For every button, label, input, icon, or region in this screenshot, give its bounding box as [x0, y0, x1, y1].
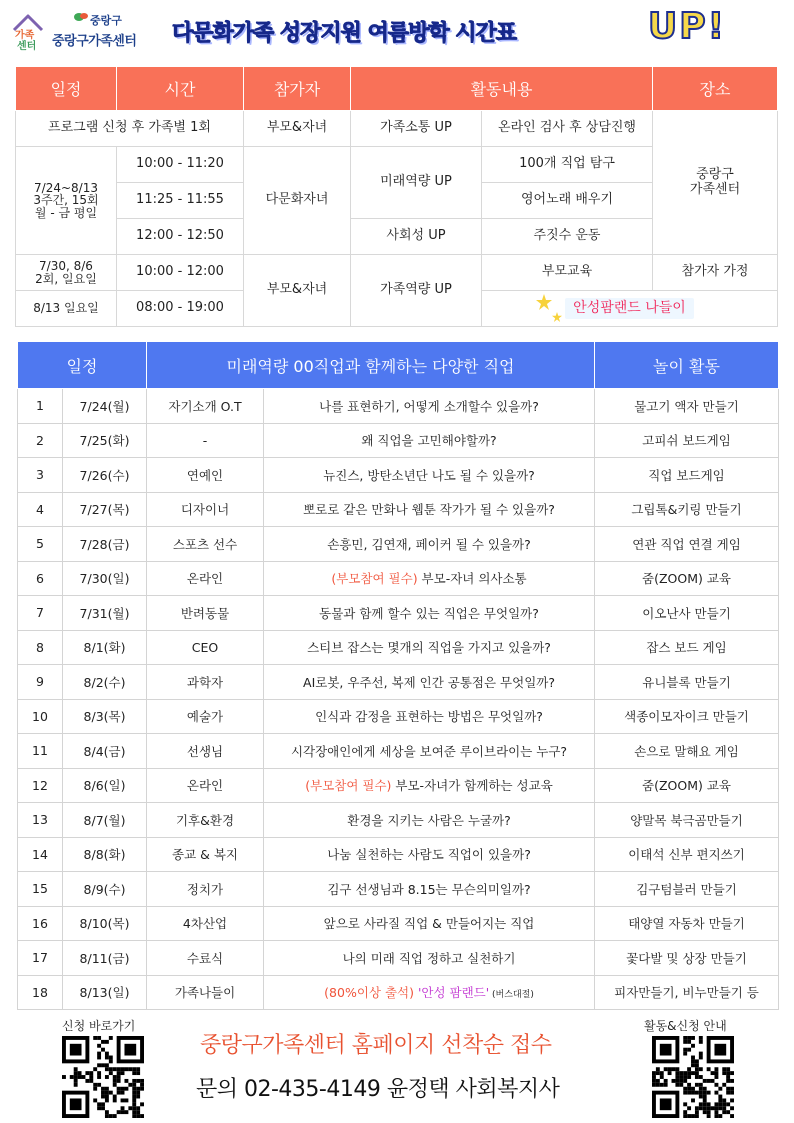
row-date: 8/2(수) — [63, 665, 147, 700]
page-header — [0, 0, 794, 64]
table-row — [18, 596, 779, 631]
topic-text: 나눔 실천하는 사람도 직업이 있을까? — [327, 847, 531, 863]
schedule-header-row — [16, 67, 778, 111]
row-number: 17 — [18, 941, 63, 976]
row-date: 7/30(일) — [63, 561, 147, 596]
row-number: 15 — [18, 872, 63, 907]
schedule-table — [15, 66, 778, 327]
topic-text: 김구 선생님과 8.15는 무슨의미일까? — [327, 881, 531, 897]
table-row — [18, 561, 779, 596]
row-number: 3 — [18, 458, 63, 493]
row-play: 직업 보드게임 — [595, 458, 779, 493]
up-badge: UP! — [648, 6, 727, 47]
row-number: 12 — [18, 768, 63, 803]
header-participants: 참가자 — [244, 67, 351, 111]
row-job: 기후&환경 — [147, 803, 264, 838]
row-topic — [264, 492, 595, 527]
row-job: 자기소개 O.T — [147, 389, 264, 424]
header-place: 장소 — [653, 67, 778, 111]
row-number: 7 — [18, 596, 63, 631]
topic-note: (부모참여 필수) — [331, 571, 418, 587]
table-row — [18, 389, 779, 424]
schedule-participants: 다문화자녀 — [244, 147, 351, 255]
row-date: 8/8(화) — [63, 837, 147, 872]
row-number: 13 — [18, 803, 63, 838]
topic-text: 왜 직업을 고민해야할까? — [361, 433, 497, 449]
row-job: 가족나들이 — [147, 975, 264, 1010]
row-job: 정치가 — [147, 872, 264, 907]
schedule-activity: 영어노래 배우기 — [482, 183, 653, 219]
row-date: 8/6(일) — [63, 768, 147, 803]
topic-text: 앞으로 사라질 직업 & 만들어지는 직업 — [323, 916, 535, 932]
schedule-category: 가족소통 UP — [351, 111, 482, 147]
program-header-row — [18, 342, 779, 389]
topic-text: 환경을 지키는 사람은 누굴까? — [347, 812, 511, 828]
schedule-place: 참가자 가정 — [653, 255, 778, 291]
table-row — [18, 803, 779, 838]
row-job: 디자이너 — [147, 492, 264, 527]
row-number: 2 — [18, 423, 63, 458]
row-play: 이태석 신부 편지쓰기 — [595, 837, 779, 872]
row-job: CEO — [147, 630, 264, 665]
row-play: 이오난사 만들기 — [595, 596, 779, 631]
row-number: 6 — [18, 561, 63, 596]
schedule-participants: 부모&자녀 — [244, 255, 351, 327]
page-title: 다문화가족 성장지원 여름방학 시간표 — [172, 21, 517, 46]
row-date: 8/9(수) — [63, 872, 147, 907]
row-job: 온라인 — [147, 561, 264, 596]
header-time: 시간 — [117, 67, 244, 111]
table-row — [18, 906, 779, 941]
svg-text:가족: 가족 — [15, 30, 35, 41]
schedule-activity: 주짓수 운동 — [482, 219, 653, 255]
header-activity: 활동내용 — [351, 67, 653, 111]
row-topic — [264, 458, 595, 493]
topic-text: 나의 미래 직업 정하고 실천하기 — [342, 950, 516, 966]
topic-footnote: (버스대절) — [489, 990, 534, 1001]
row-topic — [264, 803, 595, 838]
table-row — [16, 111, 778, 147]
row-date: 8/13(일) — [63, 975, 147, 1010]
schedule-activity: 부모교육 — [482, 255, 653, 291]
row-topic — [264, 630, 595, 665]
row-play: 줌(ZOOM) 교육 — [595, 561, 779, 596]
table-row — [18, 768, 779, 803]
row-date: 8/1(화) — [63, 630, 147, 665]
topic-text: 부모-자녀 의사소통 — [417, 571, 527, 587]
row-date: 8/3(목) — [63, 699, 147, 734]
row-topic — [264, 527, 595, 562]
qr-left-label: 신청 바로가기 — [62, 1019, 136, 1033]
row-topic — [264, 941, 595, 976]
topic-text: 부모-자녀가 함께하는 성교육 — [391, 778, 553, 794]
row-play: 태양열 자동차 만들기 — [595, 906, 779, 941]
topic-text: 뽀로로 같은 만화나 웹툰 작가가 될 수 있을까? — [303, 502, 555, 518]
table-row — [18, 941, 779, 976]
row-topic — [264, 837, 595, 872]
row-job: 예술가 — [147, 699, 264, 734]
footer-contact: 문의 02-435-4149 윤정택 사회복지사 — [196, 1077, 560, 1102]
row-job: 연예인 — [147, 458, 264, 493]
row-play: 색종이모자이크 만들기 — [595, 699, 779, 734]
star-icon — [536, 294, 552, 310]
svg-text:센터: 센터 — [17, 41, 37, 52]
schedule-activity: 100개 직업 탐구 — [482, 147, 653, 183]
topic-text: 손흥민, 김연재, 페이커 될 수 있을까? — [327, 536, 531, 552]
program-table — [17, 341, 779, 1010]
row-number: 5 — [18, 527, 63, 562]
footer-registration: 중랑구가족센터 홈페이지 선착순 접수 — [200, 1033, 552, 1058]
table-row — [18, 975, 779, 1010]
row-play: 꽃다발 및 상장 만들기 — [595, 941, 779, 976]
table-row — [18, 665, 779, 700]
row-play: 피자만들기, 비누만들기 등 — [595, 975, 779, 1010]
row-job: 선생님 — [147, 734, 264, 769]
table-row — [16, 255, 778, 291]
schedule-category: 사회성 UP — [351, 219, 482, 255]
row-date: 7/31(월) — [63, 596, 147, 631]
row-date: 8/4(금) — [63, 734, 147, 769]
row-topic — [264, 734, 595, 769]
row-topic — [264, 423, 595, 458]
schedule-date: 7/24~8/13 3주간, 15회 월 - 금 평일 — [16, 147, 117, 255]
row-number: 14 — [18, 837, 63, 872]
schedule-time: 10:00 - 12:00 — [117, 255, 244, 291]
topic-highlight: '안성 팜랜드' — [413, 985, 490, 1001]
schedule-date: 프로그램 신청 후 가족별 1회 — [16, 111, 244, 147]
row-date: 7/25(화) — [63, 423, 147, 458]
row-play: 김구텀블러 만들기 — [595, 872, 779, 907]
topic-text: 나를 표현하기, 어떻게 소개할수 있을까? — [319, 398, 539, 414]
schedule-category: 가족역량 UP — [351, 255, 482, 327]
row-topic — [264, 665, 595, 700]
table-row — [18, 872, 779, 907]
topic-note: (80%이상 출석) — [324, 985, 414, 1001]
row-number: 16 — [18, 906, 63, 941]
qr-code-info[interactable] — [652, 1036, 734, 1118]
row-topic — [264, 975, 595, 1010]
jungnang-leaf-icon — [74, 11, 88, 23]
schedule-time: 08:00 - 19:00 — [117, 291, 244, 327]
schedule-place: 중랑구 가족센터 — [653, 111, 778, 255]
row-number: 11 — [18, 734, 63, 769]
header-play: 놀이 활동 — [595, 342, 779, 389]
row-number: 18 — [18, 975, 63, 1010]
schedule-activity-outing — [482, 291, 778, 327]
schedule-activity: 온라인 검사 후 상담진행 — [482, 111, 653, 147]
family-center-logo-icon — [10, 12, 46, 52]
schedule-time: 10:00 - 11:20 — [117, 147, 244, 183]
row-job: 4차산업 — [147, 906, 264, 941]
topic-text: 동물과 함께 할수 있는 직업은 무엇일까? — [319, 605, 539, 621]
header-date: 일정 — [16, 67, 117, 111]
table-row — [18, 423, 779, 458]
table-row — [18, 458, 779, 493]
header-date: 일정 — [18, 342, 147, 389]
schedule-participants: 부모&자녀 — [244, 111, 351, 147]
table-row — [18, 837, 779, 872]
schedule-time: 12:00 - 12:50 — [117, 219, 244, 255]
row-topic — [264, 389, 595, 424]
row-topic — [264, 768, 595, 803]
table-row — [18, 527, 779, 562]
row-date: 7/26(수) — [63, 458, 147, 493]
schedule-date: 8/13 일요일 — [16, 291, 117, 327]
row-number: 8 — [18, 630, 63, 665]
row-topic — [264, 699, 595, 734]
row-date: 7/24(월) — [63, 389, 147, 424]
row-play: 손으로 말해요 게임 — [595, 734, 779, 769]
row-job: 과학자 — [147, 665, 264, 700]
table-row — [18, 699, 779, 734]
topic-text: 시각장애인에게 세상을 보여준 루이브라이는 누구? — [290, 743, 568, 759]
row-job: 수료식 — [147, 941, 264, 976]
row-number: 10 — [18, 699, 63, 734]
row-date: 8/7(월) — [63, 803, 147, 838]
row-topic — [264, 906, 595, 941]
row-job: 종교 & 복지 — [147, 837, 264, 872]
schedule-date: 7/30, 8/6 2회, 일요일 — [16, 255, 117, 291]
row-play: 양말목 북극곰만들기 — [595, 803, 779, 838]
topic-note: (부모참여 필수) — [305, 778, 392, 794]
logo-center-name: 중랑구가족센터 — [52, 34, 137, 49]
qr-code-apply[interactable] — [62, 1036, 144, 1118]
row-topic — [264, 596, 595, 631]
schedule-time: 11:25 - 11:55 — [117, 183, 244, 219]
row-topic — [264, 561, 595, 596]
outing-highlight: 안성팜랜드 나들이 — [565, 298, 694, 318]
table-row — [18, 734, 779, 769]
topic-text: AI로봇, 우주선, 복제 인간 공통점은 무엇일까? — [303, 674, 555, 690]
row-play: 유니블록 만들기 — [595, 665, 779, 700]
row-date: 8/11(금) — [63, 941, 147, 976]
schedule-category: 미래역량 UP — [351, 147, 482, 219]
row-job: 반려동물 — [147, 596, 264, 631]
star-icon — [552, 312, 562, 322]
qr-right-label: 활동&신청 안내 — [644, 1019, 727, 1033]
row-job: 스포츠 선수 — [147, 527, 264, 562]
topic-text: 뉴진스, 방탄소년단 나도 될 수 있을까? — [323, 467, 535, 483]
row-number: 1 — [18, 389, 63, 424]
table-row — [18, 492, 779, 527]
row-play: 줌(ZOOM) 교육 — [595, 768, 779, 803]
row-play: 연관 직업 연결 게임 — [595, 527, 779, 562]
row-number: 9 — [18, 665, 63, 700]
row-play: 고피쉬 보드게임 — [595, 423, 779, 458]
table-row — [18, 630, 779, 665]
topic-text: 인식과 감정을 표현하는 방법은 무엇일까? — [315, 709, 543, 725]
header-jobs: 미래역량 00직업과 함께하는 다양한 직업 — [147, 342, 595, 389]
row-play: 잡스 보드 게임 — [595, 630, 779, 665]
row-play: 그립톡&키링 만들기 — [595, 492, 779, 527]
row-play: 물고기 액자 만들기 — [595, 389, 779, 424]
logo-district: 중랑구 — [90, 14, 122, 27]
row-topic — [264, 872, 595, 907]
row-date: 8/10(목) — [63, 906, 147, 941]
row-job: 온라인 — [147, 768, 264, 803]
row-number: 4 — [18, 492, 63, 527]
topic-text: 스티브 잡스는 몇개의 직업을 가지고 있을까? — [307, 640, 551, 656]
row-job: - — [147, 423, 264, 458]
row-date: 7/27(목) — [63, 492, 147, 527]
row-date: 7/28(금) — [63, 527, 147, 562]
